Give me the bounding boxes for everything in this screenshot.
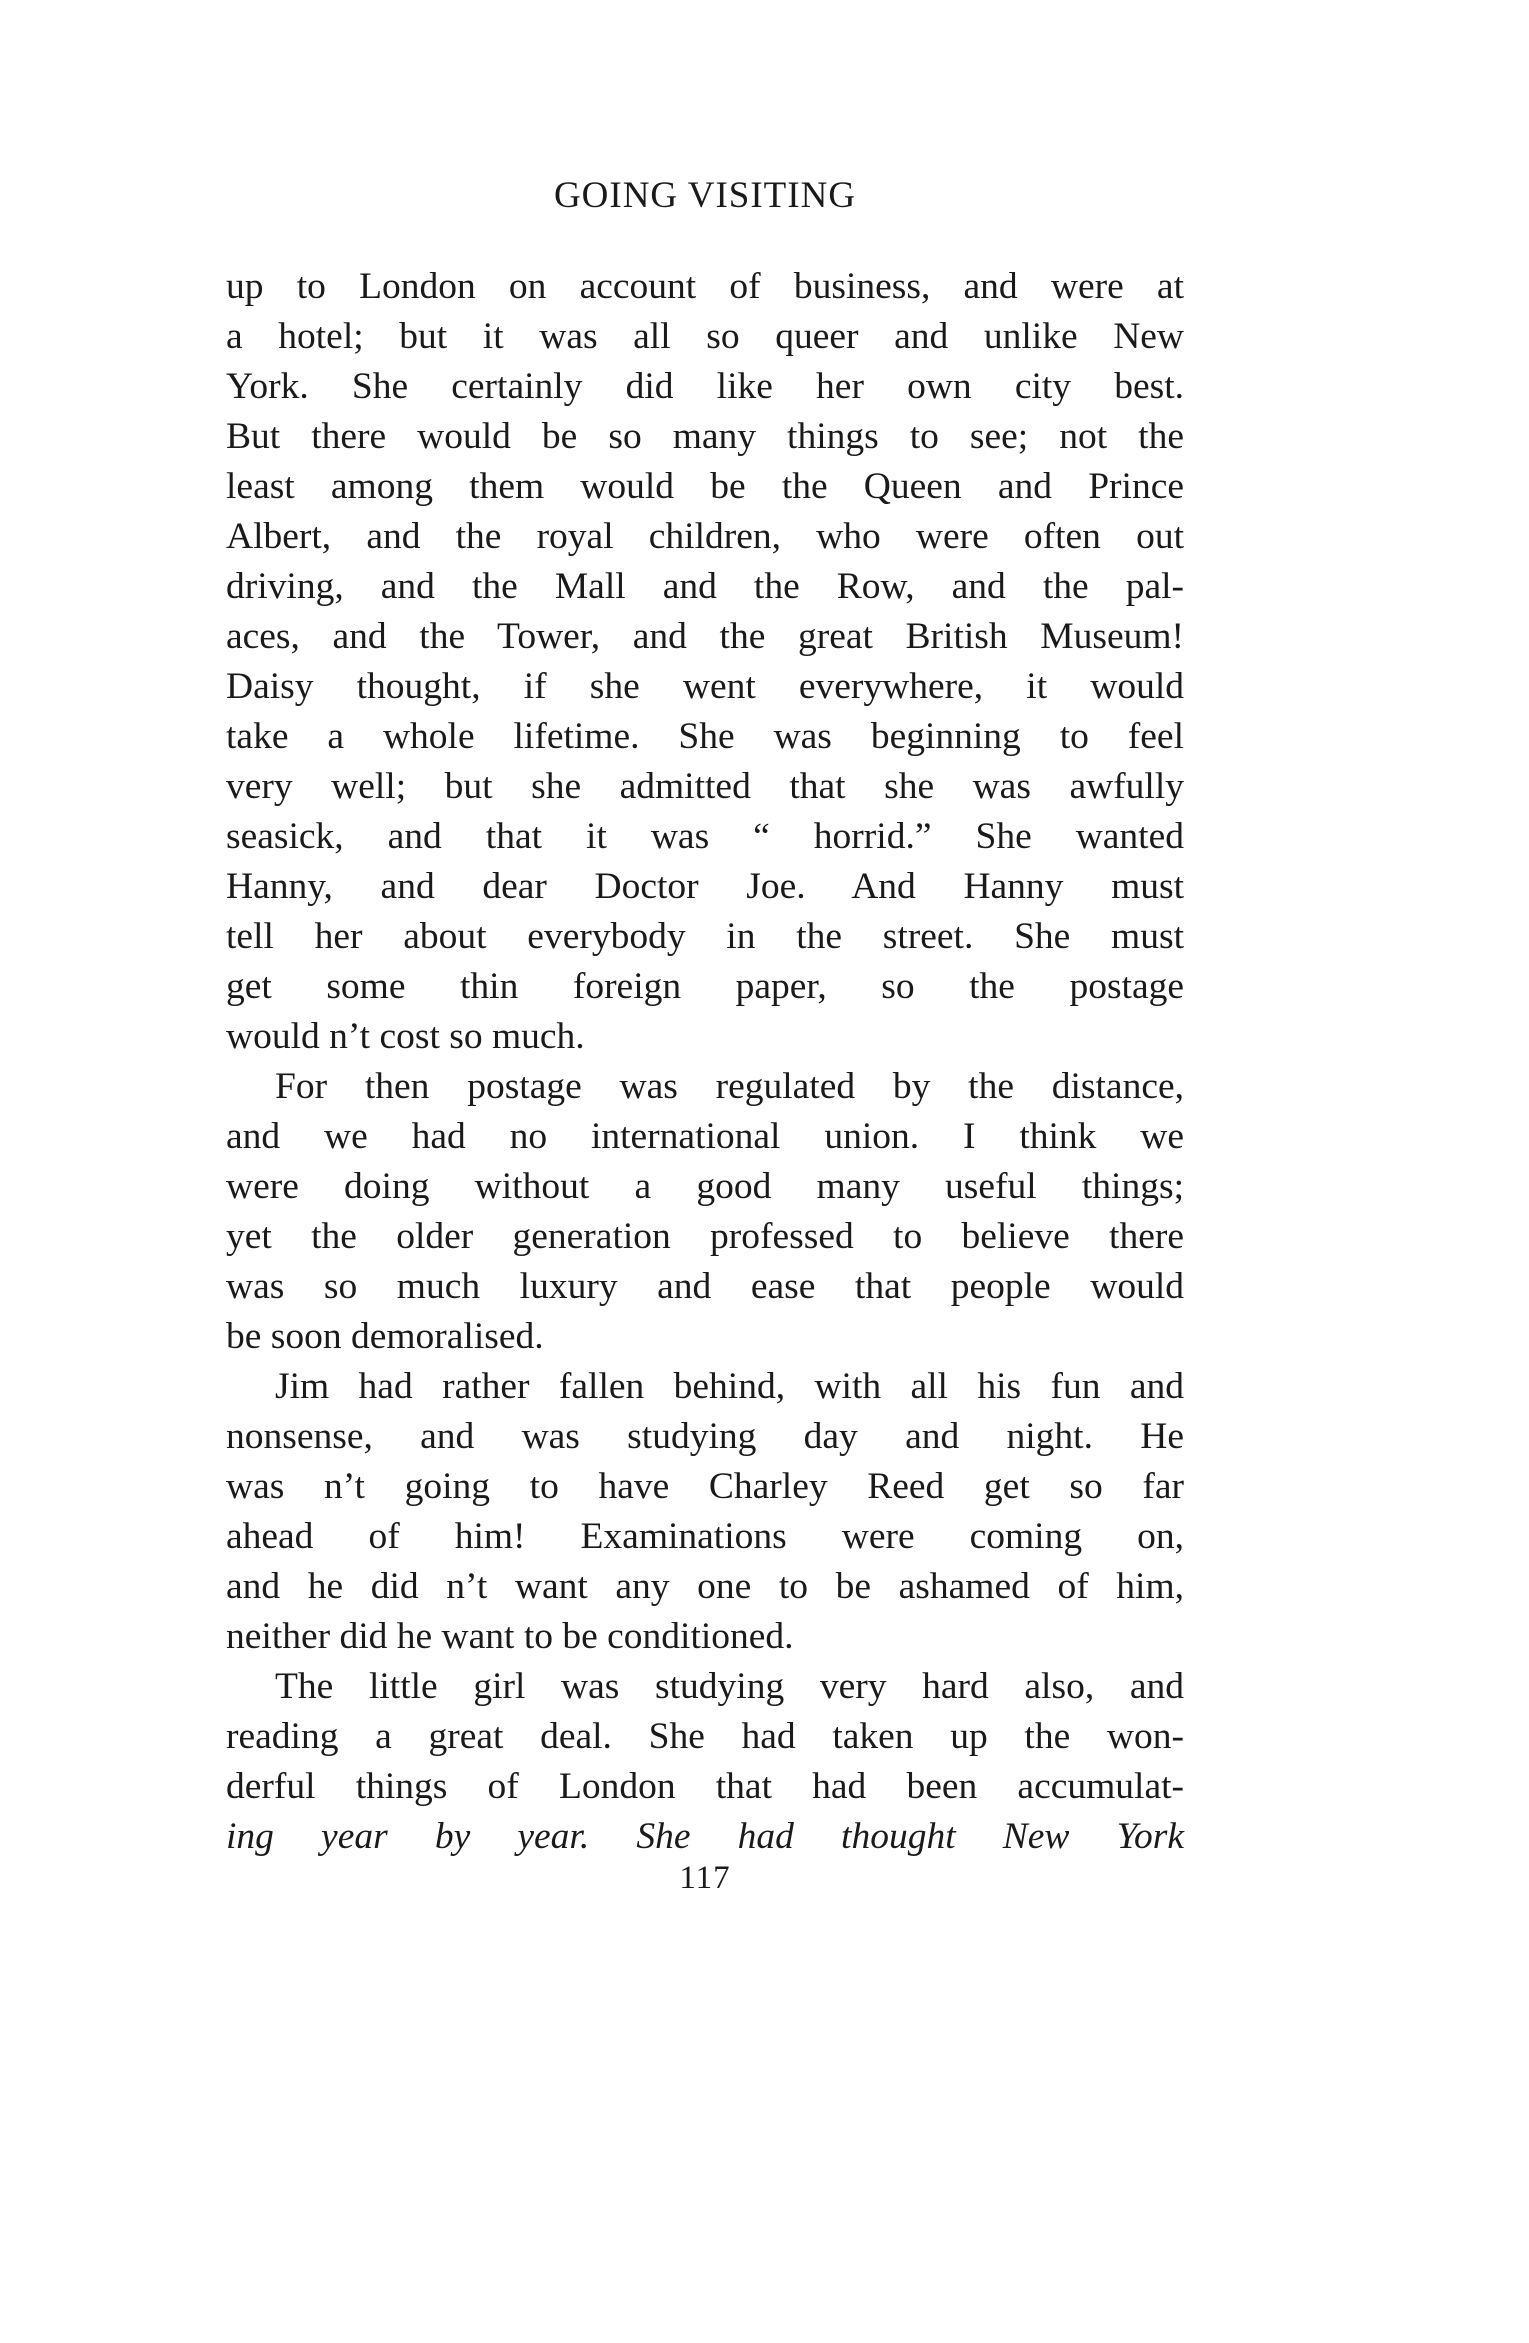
text-line: and he did n’t want any one to be ashamed of him, <box>226 1566 1184 1607</box>
text-line: Jim had rather fallen behind, with all his fun and <box>275 1366 1184 1407</box>
text-line: a hotel; but it was all so queer and unlike New <box>226 316 1184 357</box>
page-number: 117 <box>679 1860 731 1896</box>
text-line: and we had no international union. I think we <box>226 1116 1184 1157</box>
text-line: yet the older generation professed to believe there <box>226 1216 1184 1257</box>
text-line: For then postage was regulated by the distance, <box>275 1066 1184 1107</box>
text-line: tell her about everybody in the street. She must <box>226 916 1184 957</box>
text-line: be soon demoralised. <box>226 1316 544 1357</box>
text-line: derful things of London that had been accumulat- <box>226 1766 1184 1807</box>
text-line: The little girl was studying very hard also, and <box>275 1666 1184 1707</box>
text-line: Albert, and the royal children, who were often out <box>226 516 1184 557</box>
text-line: up to London on account of business, and were at <box>226 266 1184 307</box>
text-line: was so much luxury and ease that people would <box>226 1266 1184 1307</box>
text-line: York. She certainly did like her own city best. <box>226 366 1184 407</box>
text-line: nonsense, and was studying day and night. He <box>226 1416 1184 1457</box>
text-line: least among them would be the Queen and Prince <box>226 466 1184 507</box>
text-line: was n’t going to have Charley Reed get so far <box>226 1466 1184 1507</box>
text-line: take a whole lifetime. She was beginning to feel <box>226 716 1184 757</box>
text-line: seasick, and that it was “ horrid.” She wanted <box>226 816 1184 857</box>
text-line: ing year by year. She had thought New York <box>226 1816 1184 1857</box>
text-line: ahead of him! Examinations were coming on, <box>226 1516 1184 1557</box>
text-line: reading a great deal. She had taken up the won- <box>226 1716 1184 1757</box>
text-line: Daisy thought, if she went everywhere, it would <box>226 666 1184 707</box>
text-line: were doing without a good many useful things; <box>226 1166 1184 1207</box>
text-line: But there would be so many things to see; not the <box>226 416 1184 457</box>
text-line: driving, and the Mall and the Row, and the pal- <box>226 566 1184 607</box>
text-line: get some thin foreign paper, so the postage <box>226 966 1184 1007</box>
text-line: very well; but she admitted that she was awfully <box>226 766 1184 807</box>
text-line: aces, and the Tower, and the great British Museum! <box>226 616 1184 657</box>
text-line: neither did he want to be conditioned. <box>226 1616 794 1657</box>
body-text <box>226 262 1184 1862</box>
text-line: Hanny, and dear Doctor Joe. And Hanny must <box>226 866 1184 907</box>
running-head: GOING VISITING <box>553 175 857 216</box>
text-line: would n’t cost so much. <box>226 1016 585 1057</box>
